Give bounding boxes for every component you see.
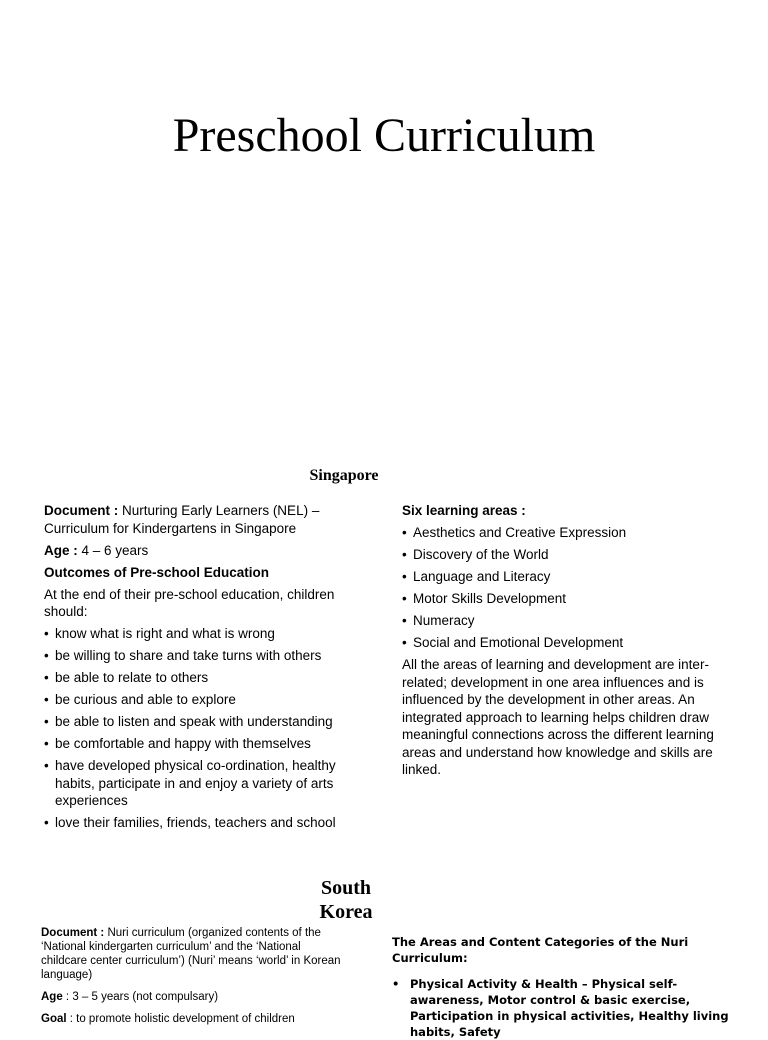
heading-line: Korea bbox=[319, 901, 373, 923]
age-value: : 3 – 5 years (not compulsary) bbox=[62, 991, 219, 1003]
age-label: Age : bbox=[44, 542, 78, 558]
age-label: Age bbox=[41, 991, 63, 1003]
singapore-heading: Singapore bbox=[309, 467, 379, 484]
list-item: • Social and Emotional Development bbox=[402, 634, 737, 652]
outcomes-list bbox=[44, 625, 364, 832]
document-line bbox=[44, 502, 364, 537]
document-value: Nuri curriculum (organized contents of the ‘National kindergarten curriculum’ and the ‘National childcare center curriculum’) (Nuri’ means ‘world’ in Korean language) bbox=[41, 927, 341, 981]
list-item: • have developed physical co-ordination, healthy habits, participate in and enjoy a variety of arts experiences bbox=[44, 757, 364, 810]
list-item: • be comfortable and happy with themselves bbox=[44, 735, 364, 753]
list-item: • Motor Skills Development bbox=[402, 590, 737, 608]
list-item: • Language and Literacy bbox=[402, 568, 737, 586]
document-label: Document : bbox=[41, 927, 105, 939]
list-item: • Physical Activity & Health – Physical self-awareness, Motor control & basic exercise, Participation in physical activities, Healthy living habits, Safety bbox=[392, 976, 732, 1040]
heading-line: South bbox=[320, 877, 372, 899]
goal-value: : to promote holistic development of children bbox=[66, 1013, 295, 1025]
learning-areas-paragraph: All the areas of learning and development are inter-related; development in one area influences and is influenced by the development in other areas. An integrated approach to learning helps children draw meaningful connections across the different learning areas and understand how knowledge and skills are linked. bbox=[402, 657, 714, 777]
list-item: • love their families, friends, teachers and school bbox=[44, 814, 364, 832]
list-item: • Discovery of the World bbox=[402, 546, 737, 564]
age-line bbox=[41, 990, 341, 1004]
page-title: Preschool Curriculum bbox=[172, 109, 596, 162]
learning-areas-list bbox=[402, 524, 737, 652]
singapore-right-column bbox=[402, 502, 737, 779]
age-value: 4 – 6 years bbox=[77, 542, 149, 558]
list-item: • be able to relate to others bbox=[44, 669, 364, 687]
south-korea-right-column bbox=[392, 934, 732, 1040]
list-item: • Numeracy bbox=[402, 612, 737, 630]
list-item: • be curious and able to explore bbox=[44, 691, 364, 709]
nuri-areas-heading: The Areas and Content Categories of the Nuri Curriculum: bbox=[392, 935, 689, 965]
south-korea-heading bbox=[306, 876, 386, 924]
learning-areas-heading: Six learning areas : bbox=[402, 503, 526, 518]
nuri-areas-list bbox=[392, 976, 732, 1040]
singapore-left-column bbox=[44, 502, 364, 836]
outcomes-intro: At the end of their pre-school education, children should: bbox=[44, 586, 335, 619]
list-item: • Aesthetics and Creative Expression bbox=[402, 524, 737, 542]
outcomes-heading: Outcomes of Pre-school Education bbox=[44, 564, 270, 580]
document-label: Document : bbox=[44, 503, 119, 518]
list-item: • know what is right and what is wrong bbox=[44, 625, 364, 643]
goal-label: Goal bbox=[41, 1013, 67, 1025]
age-line bbox=[44, 542, 364, 560]
document-line bbox=[41, 926, 341, 982]
list-item: • be able to listen and speak with understanding bbox=[44, 713, 364, 731]
list-item: • be willing to share and take turns with others bbox=[44, 647, 364, 665]
document-value: Nurturing Early Learners (NEL) – Curriculum for Kindergartens in Singapore bbox=[44, 503, 320, 536]
south-korea-left-column bbox=[41, 926, 341, 1034]
